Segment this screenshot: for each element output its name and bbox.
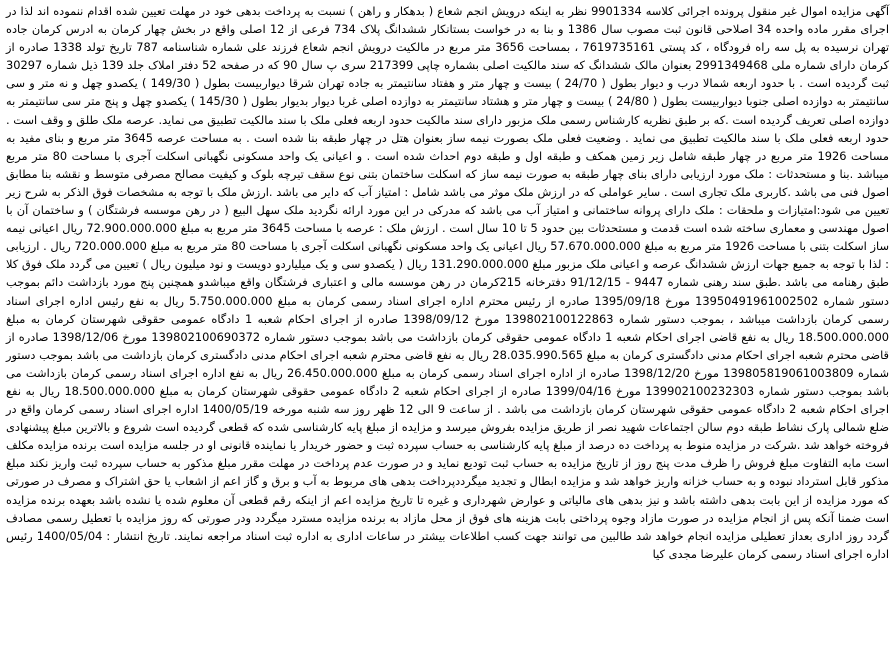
auction-notice-body: آگهی مزایده اموال غیر منقول پرونده اجرائی کلاسه 9901334 نظر به اینکه درویش انجم شعاع ( بدهکار و راهن ) نسبت به پرداخت بدهی خود در مهلت تعیین شده اقدام ننموده اند لذا در اجرای مقرر ماده واحده 34 اصلاحی قانون ثبت مصوب سال 1386 و بنا به در خواست بستانکار ششدانگ پلاک 734 فرعی از 12 اصلی واقع در بخش چهار کرمان به ادرس کرمان جاده تهران نرسیده به پل سه راه فرودگاه ، کد پستی 7619735161 ، بمساحت 3656 متر مربع در مالکیت درویش انجم شعاع فرزند علی شماره شناسنامه 787 تاریخ تولد 1338 صادره از کرمان دارای شماره ملی 2991349468 بعنوان مالک ششدانگ که سند مالکیت اصلی بشماره چاپی 217399 سری پ سال 90 که در صفحه 52 دفتر املاک جلد 139 ذیل شماره 30297 ثبت گردیده است . با حدود اربعه شمالا درب و دیوار بطول ( 24/70 ) بیست و چهار متر و هفتاد سانتیمتر به جاده تهران شرقا دیواربیست بطول ( 149/30 ) یکصدو چهل و نه متر و سی سانتیمتر به دوازده اصلی جنوبا دیواربیست بطول ( 24/80 ) بیست و چهار متر و هشتاد سانتیمتر به دوازده اصلی غربا دیوار بدیوار بطول ( 145/30 ) یکصدو چهل و پنج متر سی سانتیمتر به دوازده اصلی تعریف گردیده است .که بر طبق نظریه کارشناس رسمی ملک مزبور دارای سند مالکیت حدود اربعه فعلی ملک با سند مالکیت تطبیق می نماید. عرصه ملک طلق و وقف است . حدود اربعه فعلی ملک با سند مالکیت تطبیق می نماید . وضعیت فعلی ملک بصورت نیمه ساز بعنوان هتل در چهار طبقه بنا شده است . به مساحت عرصه 3645 متر مربع و بنای مفید به مساحت 1926 متر مربع در چهار طبقه شامل زیر زمین همکف و طبقه اول و طبقه دوم احداث شده است . و اعیانی یک واحد مسکونی نگهبانی اسکلت آجری با مساحت 80 متر مربع میباشد .بنا و مستحدثات : ملک مورد ارزیابی دارای بنای چهار طبقه به صورت نیمه ساز که اسکلت ساختمان بتنی نوع سقف تیرچه بلوک و کیفیت مصالح مصرفی متوسط و نقشه بنا مطابق اصول فنی می باشد .کاربری ملک تجاری است . سایر عواملی که در ارزش ملک موثر می باشد شامل : امتیاز آب که دایر می باشد .ارزش ملک با توجه به مشخصات فوق الذکر به شرح زیر تعیین می شود:امتیازات و ملحقات : ملک دارای پروانه ساختمانی و امتیاز آب می باشد که مدرکی در این مورد ارائه نگردید ملک سهل البیع ( در رهن موسسه فرشتگان ) و ساختمان آن با اصول مهندسی و معماری ساخته شده است قدمت و مستحدثات بین حدود 5 تا 10 سال است . ارزش ملک : عرصه با مساحت 3645 متر مربع به مبلغ 72.900.000.000 ریال اعیانی نیمه ساز اسکلت بتنی با مساحت 1926 متر مربع به مبلغ 57.670.000.000 ریال اعیانی یک واحد مسکونی نگهبانی اسکلت آجری با مساحت 80 متر مربع به مبلغ 720.000.000 ریال . ارزیابی : لذا با توجه به جمیع جهات ارزش ششدانگ عرصه و اعیانی ملک مزبور مبلغ 131.290.000.000 ریال ( یکصدو سی و یک میلیاردو دویست و نود میلیون ریال ) تعیین می گردد ملک فوق کلا طبق رهنامه می باشد .طبق سند رهنی شماره 9447 - 91/12/15 دفترخانه 215کرمان در رهن موسسه مالی و اعتباری فرشتگان واقع میباشدو همچنین پنج مورد بازداشت دائم بموجب دستور شماره 13950491961002502 مورخ 1395/09/18 صادره از رئیس محترم اداره اجرای اسناد رسمی کرمان به مبلغ 5.750.000.000 ریال به نفع رئیس اداره اجرای اسناد رسمی کرمان بازداشت میباشد ، بموجب دستور شماره 139802100122863 مورخ 1398/09/12 صادره از اجرای احکام شعبه 1 دادگاه عمومی حقوقی شهرستان کرمان به مبلغ 18.500.000.000 ریال به نفع قاضی اجرای احکام شعبه 1 دادگاه عمومی حقوقی کرمان بازداشت می باشد بموجب دستور شماره 139802100690372 مورخ 1398/12/06 صادره از قاضی محترم شعبه اجرای احکام مدنی دادگستری کرمان به مبلغ 28.035.990.565 ریال به نفع قاضی محترم شعبه اجرای احکام مدنی دادگستری کرمان بازداشت می باشد بموجب دستور شماره 139805819061003809 مورخ 1398/12/20 صادره از اداره اجرای اسناد رسمی کرمان به مبلغ 26.450.000.000 ریال به نفع اداره اجرای اسناد رسمی کرمان بازداشت می باشد بموجب دستور شماره 139902100232303 مورخ 1399/04/16 صادره از اجرای احکام شعبه 2 دادگاه عمومی حقوقی شهرستان کرمان به مبلغ 18.500.000.000 ریال به نفع اجرای احکام شعبه 2 دادگاه عمومی حقوقی شهرستان کرمان بازداشت می باشد . از ساعت 9 الی 12 ظهر روز سه شنبه مورخه 1400/05/19 اداره اجرای اسناد رسمی کرمان واقع در ضلع شمالی پارک نشاط طبقه دوم سالن اجتماعات شهید نصر از طریق مزایده بفروش میرسد و مزایده از مبلغ پایه کارشناسی شده که قطعی گردیده است شروع و بالاترین مبلغ پیشنهادی فروخته خواهد شد .شرکت در مزایده منوط به پرداخت ده درصد از مبلغ پایه کارشناسی به حساب سپرده ثبت و حضور خریدار یا نماینده قانونی او در جلسه مزایده است برنده مزایده مکلف است مابه التفاوت مبلغ فروش را ظرف مدت پنج روز از تاریخ مزایده به حساب ثبت تودیع نماید و در صورت عدم پرداخت در مهلت مقرر مبلغ مذکور به حساب سپرده ثبت واریز نکند مبلغ مذکور قابل استرداد نبوده و به حساب خزانه واریز خواهد شد و مزایده ابطال و تجدید میگرددپرداخت بدهی های مربوط به آب و برق و گاز اعم از اشعاب یا حق اشتراک و مصرف در صورتی که مورد مزایده از این بابت بدهی داشته باشد و نیز بدهی های مالیاتی و عوارض شهرداری و غیره تا تاریخ مزایده اعم از اینکه رقم قطعی آن معلوم شده یا نشده باشد بعهده برنده مزایده است ضمنا آنکه پس از انجام مزایده در صورت مازاد وجوه پرداختی بابت هزینه های فوق از محل مازاد به برنده مزایده مسترد میگردد ودر صورتی که روز مزایده با تعطیل رسمی مصادف گردد روز اداری بعداز تعطیلی مزایده انجام خواهد شد طالبین می توانند جهت کسب اطلاعات بیشتر در ساعات اداری به اداره ثبت اسناد مراجعه نمایند. تاریخ انتشار : 1400/05/04 رئیس اداره اجرای اسناد رسمی کرمان علیرضا مجدی کیا [6,4,890,561]
